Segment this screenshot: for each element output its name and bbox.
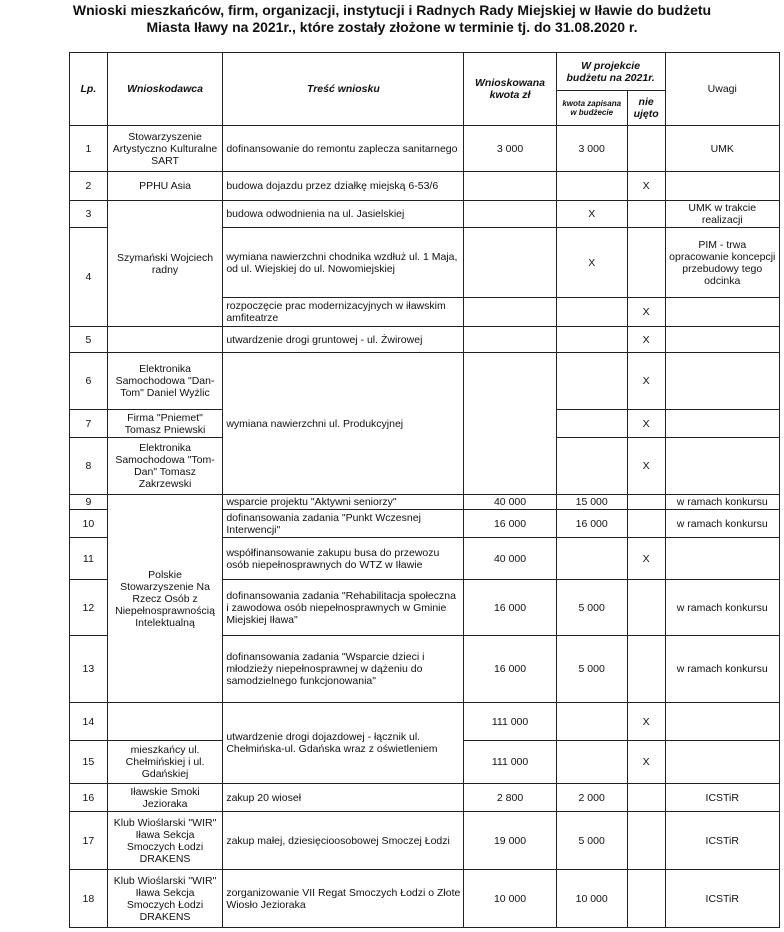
cell-lp: 18 (70, 870, 108, 928)
table-row (70, 172, 780, 201)
cell-amount: 111 000 (464, 703, 556, 741)
cell-project: X (556, 228, 627, 298)
cell-remarks (665, 298, 779, 327)
cell-content: utwardzenie drogi dojazdowej - łącznik ul. Chełmińska-ul. Gdańska wraz z oświetleniem (223, 703, 464, 784)
cell-remarks (665, 353, 779, 410)
cell-lp: 13 (70, 636, 108, 703)
cell-applicant: Elektronika Samochodowa "Dan-Tom" Daniel Wyżlic (107, 353, 223, 410)
cell-lp: 2 (70, 172, 108, 201)
cell-lp: 1 (70, 126, 108, 172)
cell-remarks (665, 703, 779, 741)
cell-amount (464, 228, 556, 298)
cell-project: 2 000 (556, 784, 627, 812)
cell-not (627, 870, 665, 928)
cell-project: 5 000 (556, 636, 627, 703)
header-project-amount: kwota zapisana w budżecie (556, 91, 627, 126)
cell-amount: 19 000 (464, 812, 556, 870)
cell-applicant: Klub Wioślarski "WIR" Iława Sekcja Smoczych Łodzi DRAKENS (107, 870, 223, 928)
cell-content: współfinansowanie zakupu busa do przewozu osób niepełnosprawnych do WTZ w Iławie (223, 538, 464, 580)
header-not-included: nie ujęto (627, 91, 665, 126)
document-title (0, 2, 784, 36)
cell-lp: 10 (70, 510, 108, 538)
cell-applicant: Iławskie Smoki Jezioraka (107, 784, 223, 812)
cell-project (556, 438, 627, 495)
cell-not (627, 126, 665, 172)
header-row (70, 53, 780, 91)
table-row (70, 201, 780, 228)
cell-lp: 16 (70, 784, 108, 812)
cell-applicant: Stowarzyszenie Artystyczno Kulturalne SART (107, 126, 223, 172)
cell-applicant: Szymański Wojciech radny (107, 201, 223, 327)
cell-content: dofinansowanie do remontu zaplecza sanitarnego (223, 126, 464, 172)
cell-applicant: PPHU Asia (107, 172, 223, 201)
requests-table (69, 52, 780, 928)
cell-remarks: w ramach konkursu (665, 580, 779, 636)
cell-amount (464, 353, 556, 495)
cell-amount (464, 327, 556, 353)
cell-remarks: w ramach konkursu (665, 510, 779, 538)
cell-not: X (627, 538, 665, 580)
cell-applicant (107, 327, 223, 353)
cell-applicant: Elektronika Samochodowa "Tom-Dan" Tomasz Zakrzewski (107, 438, 223, 495)
cell-project (556, 298, 627, 327)
cell-content: dofinansowania zadania "Rehabilitacja społeczna i zawodowa osób niepełnosprawnych w Gminie Miejskiej Iława" (223, 580, 464, 636)
cell-not: X (627, 327, 665, 353)
cell-not: X (627, 438, 665, 495)
cell-applicant: Polskie Stowarzyszenie Na Rzecz Osób z Niepełnosprawnością Intelektualną (107, 495, 223, 703)
cell-content: zakup 20 wioseł (223, 784, 464, 812)
cell-remarks (665, 438, 779, 495)
cell-not (627, 784, 665, 812)
cell-remarks: ICSTiR (665, 784, 779, 812)
table-row (70, 495, 780, 510)
cell-project (556, 703, 627, 741)
cell-project: 16 000 (556, 510, 627, 538)
cell-amount (464, 201, 556, 228)
cell-content: utwardzenie drogi gruntowej - ul. Żwirowej (223, 327, 464, 353)
cell-lp: 3 (70, 201, 108, 228)
title-line-2: Miasta Iławy na 2021r., które zostały złożone w terminie tj. do 31.08.2020 r. (146, 19, 638, 35)
cell-applicant: Firma "Pniemet" Tomasz Pniewski (107, 410, 223, 438)
cell-content: rozpoczęcie prac modernizacyjnych w iławskim amfiteatrze (223, 298, 464, 327)
cell-lp: 9 (70, 495, 108, 510)
cell-amount: 40 000 (464, 495, 556, 510)
cell-content: budowa odwodnienia na ul. Jasielskiej (223, 201, 464, 228)
cell-content: budowa dojazdu przez działkę miejską 6-53/6 (223, 172, 464, 201)
cell-project: 3 000 (556, 126, 627, 172)
cell-project (556, 327, 627, 353)
cell-remarks: UMK (665, 126, 779, 172)
header-amount: Wnioskowana kwota zł (464, 53, 556, 126)
cell-project (556, 172, 627, 201)
table-row (70, 126, 780, 172)
cell-project: 15 000 (556, 495, 627, 510)
title-line-1: Wnioski mieszkańców, firm, organizacji, instytucji i Radnych Rady Miejskiej w Iławie do budżetu (72, 2, 712, 18)
cell-project: X (556, 201, 627, 228)
cell-project: 10 000 (556, 870, 627, 928)
cell-remarks: ICSTiR (665, 812, 779, 870)
cell-content: zakup małej, dziesięcioosobowej Smoczej Łodzi (223, 812, 464, 870)
cell-not: X (627, 410, 665, 438)
cell-not: X (627, 172, 665, 201)
cell-lp: 7 (70, 410, 108, 438)
header-lp: Lp. (70, 53, 108, 126)
cell-remarks (665, 538, 779, 580)
cell-lp: 14 (70, 703, 108, 741)
cell-applicant (107, 703, 223, 741)
cell-applicant: mieszkańcy ul. Chełmińskiej i ul. Gdańskiej (107, 741, 223, 784)
cell-remarks: w ramach konkursu (665, 636, 779, 703)
cell-not: X (627, 298, 665, 327)
cell-amount: 40 000 (464, 538, 556, 580)
cell-amount (464, 298, 556, 327)
cell-lp: 5 (70, 327, 108, 353)
cell-project: 5 000 (556, 812, 627, 870)
cell-content: wymiana nawierzchni ul. Produkcyjnej (223, 353, 464, 495)
cell-amount (464, 172, 556, 201)
cell-project: 5 000 (556, 580, 627, 636)
cell-amount: 16 000 (464, 636, 556, 703)
cell-content: zorganizowanie VII Regat Smoczych Łodzi o Złote Wiosło Jezioraka (223, 870, 464, 928)
cell-content: wymiana nawierzchni chodnika wzdłuż ul. 1 Maja, od ul. Wiejskiej do ul. Nowomiejskiej (223, 228, 464, 298)
table-row (70, 870, 780, 928)
cell-remarks: ICSTiR (665, 870, 779, 928)
table-row (70, 353, 780, 410)
cell-not (627, 495, 665, 510)
table-row (70, 812, 780, 870)
cell-lp: 6 (70, 353, 108, 410)
cell-lp: 12 (70, 580, 108, 636)
cell-amount: 16 000 (464, 580, 556, 636)
table-row (70, 784, 780, 812)
header-applicant: Wnioskodawca (107, 53, 223, 126)
cell-lp: 17 (70, 812, 108, 870)
cell-not (627, 580, 665, 636)
cell-amount: 16 000 (464, 510, 556, 538)
cell-remarks (665, 741, 779, 784)
cell-lp: 8 (70, 438, 108, 495)
header-remarks: Uwagi (665, 53, 779, 126)
cell-content: dofinansowania zadania "Wsparcie dzieci i młodzieży niepełnosprawnej w dążeniu do samodzielnego funkcjonowania" (223, 636, 464, 703)
cell-project (556, 538, 627, 580)
cell-amount: 10 000 (464, 870, 556, 928)
cell-not (627, 812, 665, 870)
cell-remarks (665, 172, 779, 201)
table-row (70, 703, 780, 741)
cell-amount: 3 000 (464, 126, 556, 172)
cell-lp: 4 (70, 228, 108, 327)
cell-not (627, 510, 665, 538)
header-content: Treść wniosku (223, 53, 464, 126)
cell-remarks: PIM - trwa opracowanie koncepcji przebudowy tego odcinka (665, 228, 779, 298)
cell-not (627, 636, 665, 703)
cell-not (627, 201, 665, 228)
cell-remarks: UMK w trakcie realizacji (665, 201, 779, 228)
cell-remarks (665, 327, 779, 353)
header-project-group: W projekcie budżetu na 2021r. (556, 53, 665, 91)
cell-remarks: w ramach konkursu (665, 495, 779, 510)
cell-content: dofinansowania zadania "Punkt Wczesnej Interwencji" (223, 510, 464, 538)
cell-remarks (665, 410, 779, 438)
cell-not (627, 228, 665, 298)
cell-project (556, 741, 627, 784)
cell-amount: 111 000 (464, 741, 556, 784)
cell-project (556, 410, 627, 438)
table-row (70, 327, 780, 353)
cell-content: wsparcie projektu "Aktywni seniorzy" (223, 495, 464, 510)
cell-not: X (627, 703, 665, 741)
cell-amount: 2 800 (464, 784, 556, 812)
cell-not: X (627, 741, 665, 784)
cell-not: X (627, 353, 665, 410)
cell-applicant: Klub Wioślarski "WIR" Iława Sekcja Smoczych Łodzi DRAKENS (107, 812, 223, 870)
cell-lp: 15 (70, 741, 108, 784)
cell-lp: 11 (70, 538, 108, 580)
cell-project (556, 353, 627, 410)
